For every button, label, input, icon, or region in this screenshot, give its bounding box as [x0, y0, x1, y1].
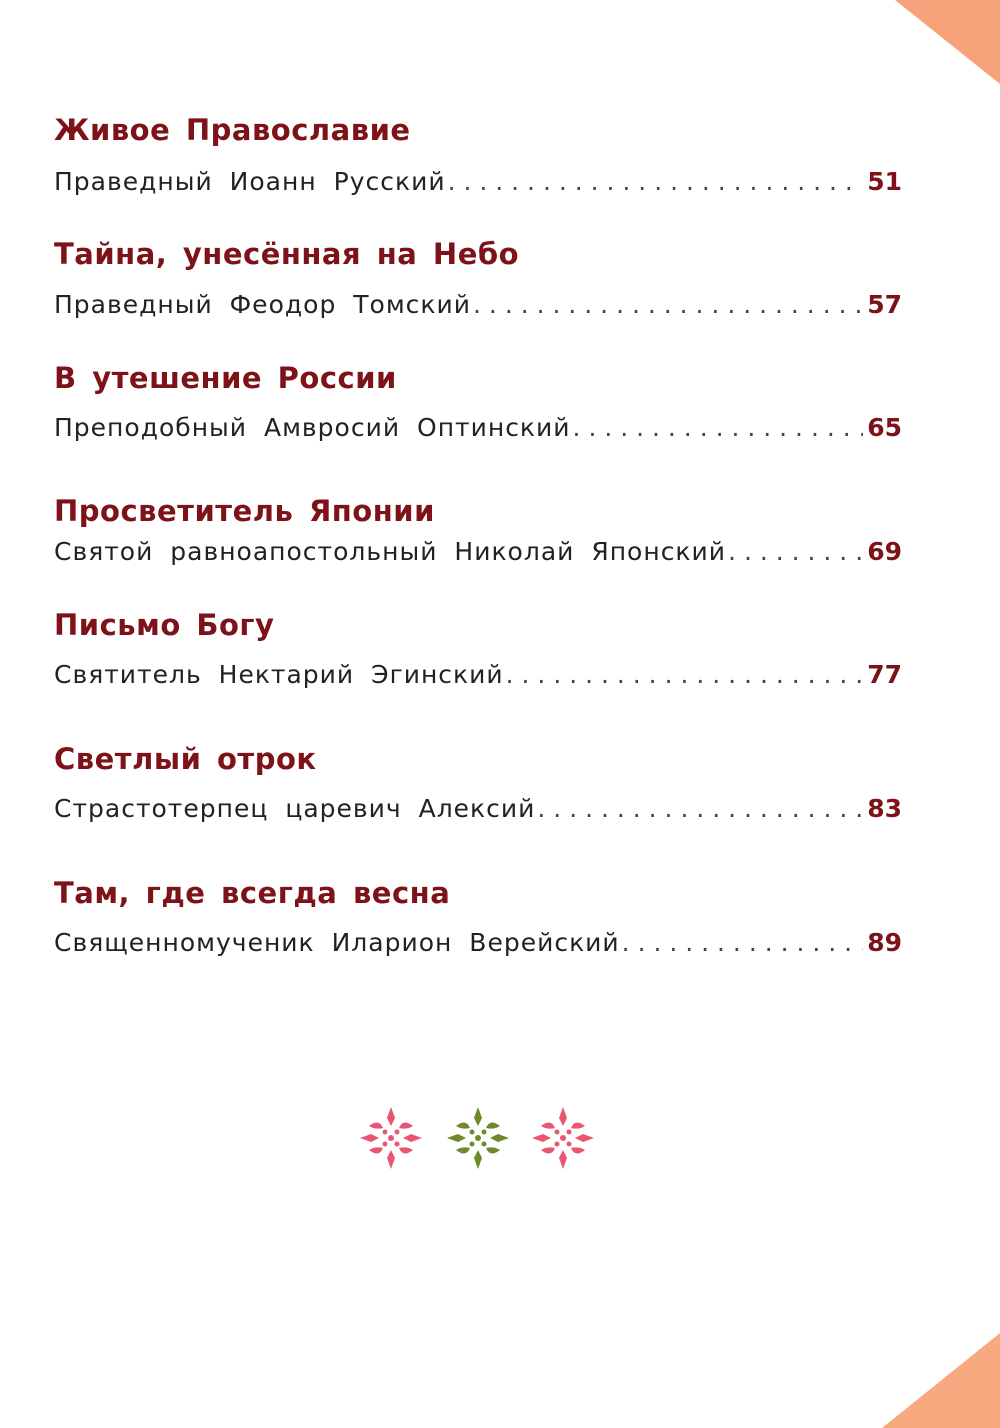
page-number: 77	[867, 660, 902, 689]
entry-text: Праведный Феодор Томский	[54, 290, 472, 319]
toc-entry[interactable]	[54, 537, 902, 566]
page-number: 65	[867, 413, 902, 442]
toc-entry[interactable]	[54, 167, 902, 196]
dot-leader	[448, 167, 864, 196]
toc-entry[interactable]	[54, 660, 902, 689]
section-title: Светлый отрок	[54, 742, 317, 776]
dot-leader	[537, 794, 863, 823]
page-number: 51	[867, 167, 902, 196]
dot-leader	[473, 290, 863, 319]
page-number: 57	[867, 290, 902, 319]
dot-leader	[728, 537, 863, 566]
section-title: Там, где всегда весна	[54, 876, 451, 910]
toc-entry[interactable]	[54, 794, 902, 823]
entry-text: Святой равноапостольный Николай Японский	[54, 537, 727, 566]
dot-leader	[622, 928, 864, 957]
section-title: Тайна, унесённая на Небо	[54, 237, 520, 271]
section-title: В утешение России	[54, 361, 397, 395]
corner-accent-bottom	[882, 1333, 1000, 1428]
floral-ornament-pink-icon	[530, 1105, 596, 1171]
toc-entry[interactable]	[54, 413, 902, 442]
section-title: Живое Православие	[54, 113, 411, 147]
floral-ornament-pink-icon	[358, 1105, 424, 1171]
section-title: Просветитель Японии	[54, 494, 435, 528]
section-title: Письмо Богу	[54, 608, 275, 642]
entry-text: Праведный Иоанн Русский	[54, 167, 446, 196]
page-number: 89	[867, 928, 902, 957]
dot-leader	[506, 660, 864, 689]
ornament-row	[358, 1105, 598, 1175]
corner-accent-top	[895, 0, 1000, 84]
toc-entry[interactable]	[54, 290, 902, 319]
floral-ornament-green-icon	[445, 1105, 511, 1171]
entry-text: Страстотерпец царевич Алексий	[54, 794, 536, 823]
page-number: 69	[867, 537, 902, 566]
entry-text: Святитель Нектарий Эгинский	[54, 660, 504, 689]
entry-text: Священномученик Иларион Верейский	[54, 928, 620, 957]
page-number: 83	[867, 794, 902, 823]
entry-text: Преподобный Амвросий Оптинский	[54, 413, 571, 442]
dot-leader	[573, 413, 864, 442]
toc-entry[interactable]	[54, 928, 902, 957]
